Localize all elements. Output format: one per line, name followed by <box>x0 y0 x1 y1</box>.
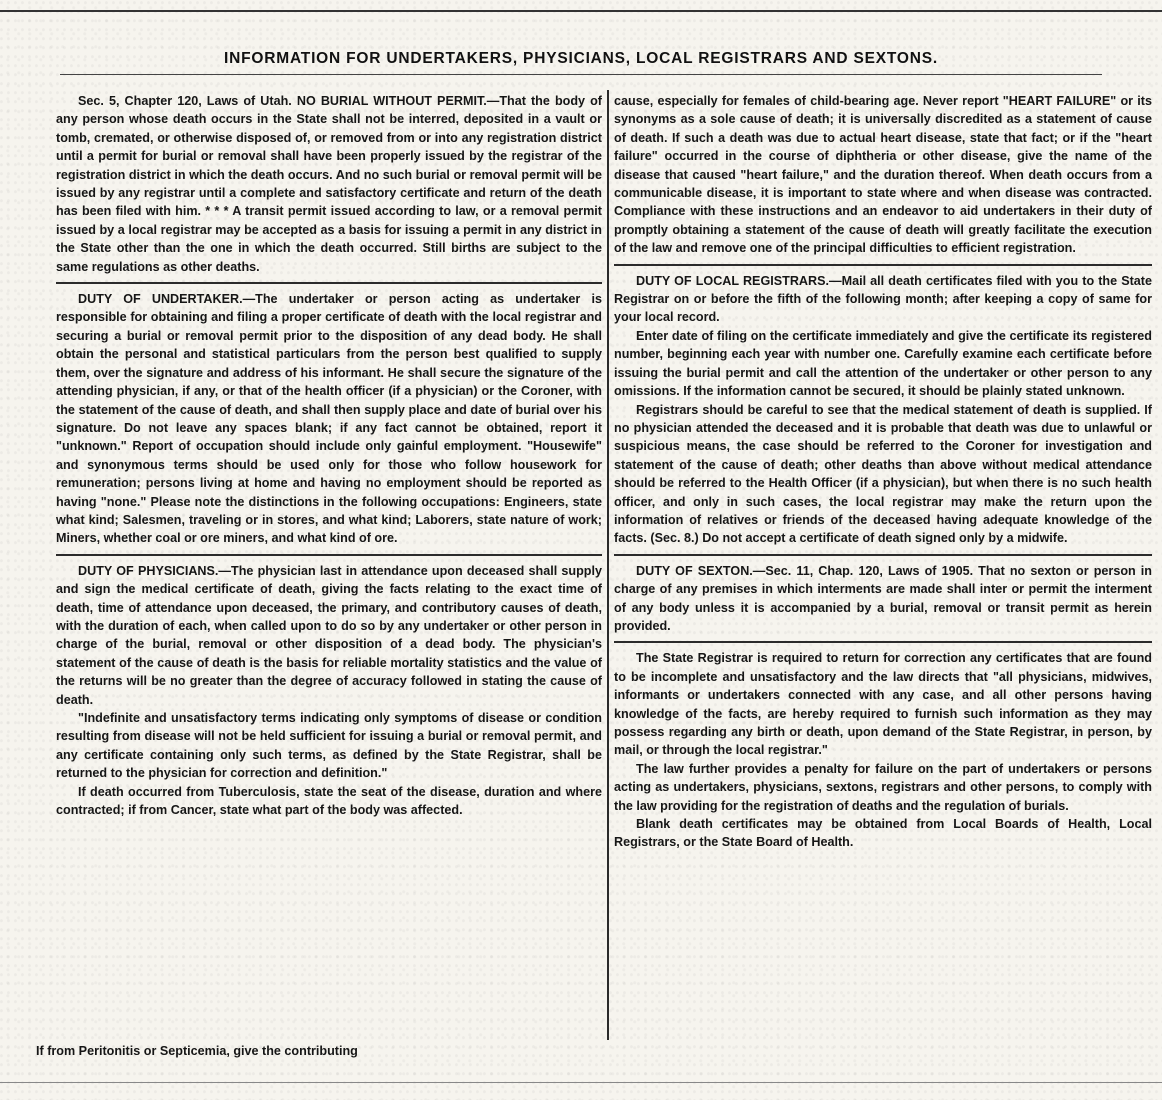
bottom-rule <box>0 1082 1162 1083</box>
indefinite-terms-paragraph: "Indefinite and unsatisfactory terms indicating only symptoms of disease or condition resulting from disease will not be held sufficient for issuing a burial or removal permit, and any certificate containing only such terms, as defined by the State Registrar, shall be returned to the physician for correction and definition." <box>56 711 602 781</box>
duty-of-sexton-paragraph: DUTY OF SEXTON.—Sec. 11, Chap. 120, Laws of 1905. That no sexton or person in charge of any premises in which interments are made shall inter or permit the interment of any body unless it is accompanied by a burial, removal or transit permit as herein provided. <box>614 563 1152 633</box>
heart-failure-paragraph: cause, especially for females of child-bearing age. Never report "HEART FAILURE" or its synonyms as a sole cause of death; it is universally discredited as a statement of cause of death. If such a death was due to actual heart disease, state that fact; or if the "heart failure" occurred in the course of diphtheria or other disease, give the name of the disease that caused "heart failure," and the duration thereof. When death occurs from a communicable disease, it is important to state where and when disease was contracted. Compliance with these instructions and an endeavor to aid undertakers in their duty of promptly obtaining a statement of the cause of death will greatly facilitate the execution of the law and remove one of the principal difficulties to efficient registration. <box>614 94 1152 256</box>
duty-of-local-registrars-paragraph: DUTY OF LOCAL REGISTRARS.—Mail all death certificates filed with you to the State Registrar on or before the fifth of the following month; after keeping a copy of same for your local record. <box>614 273 1152 325</box>
enter-date-paragraph: Enter date of filing on the certificate immediately and give the certificate its registered number, beginning each year with number one. Carefully examine each certificate before issuing the burial permit and call the attention of the undertaker or other person to any omissions. If the information cannot be secured, it should be plainly stated unknown. <box>614 328 1152 399</box>
state-registrar-paragraph: The State Registrar is required to return for correction any certificates that are found to be incomplete and unsatisfactory and the law directs that "all physicians, midwives, informants or undertakers connected with any case, and all other persons having knowledge of the facts, are hereby required to furnish such information as they may possess regarding any birth or death, upon demand of the State Registrar, in person, by mail, or through the local registrar." <box>614 651 1152 758</box>
burial-permit-paragraph: Sec. 5, Chapter 120, Laws of Utah. NO BURIAL WITHOUT PERMIT.—That the body of any person whose death occurs in the State shall not be interred, deposited in a vault or tomb, cremated, or otherwise disposed of, or removed from or into any registration district until a permit for burial or removal shall have been properly issued by the registrar of the registration district in which the death occurs. And no such burial or removal permit will be issued by any registrar until a complete and satisfactory certificate and return of the death has been filed with him. * * * A transit permit issued according to law, or a removal permit issued by a local registrar may be accepted as a basis for issuing a permit in any district in the State other than the one in which the death occurred. Still births are subject to the same regulations as other deaths. <box>56 94 602 274</box>
blank-certificates-paragraph: Blank death certificates may be obtained from Local Boards of Health, Local Registrars, or the State Board of Health. <box>614 817 1152 850</box>
right-column <box>614 92 1152 852</box>
section-divider <box>56 554 602 556</box>
duty-of-undertaker-paragraph: DUTY OF UNDERTAKER.—The undertaker or person acting as undertaker is responsible for obtaining and filing a proper certificate of death with the local registrar and securing a burial or removal permit prior to the disposition of any dead body. He shall obtain the personal and statistical particulars from the person best qualified to supply them, over the signature and address of his informant. He shall secure the signature of the attending physician, if any, or that of the health officer (if a physician) or the Coroner, with the statement of the cause of death, and shall then supply place and date of burial over his signature. Do not leave any spaces blank; if any fact cannot be obtained, report it "unknown." Report of occupation should include only gainful employment. "Housewife" and synonymous terms should be used only for those who follow housework for remuneration; persons living at home and having no employment should be reported as having "none." Please note the distinctions in the following occupations: Engineers, state what kind; Salesmen, traveling or in stores, and what kind; Laborers, state nature of work; Miners, whether coal or ore miners, and what kind of ore. <box>56 292 602 546</box>
penalty-paragraph: The law further provides a penalty for failure on the part of undertakers or persons acting as undertakers, physicians, sextons, registrars and other persons, to comply with the law providing for the registration of deaths and the regulation of burials. <box>614 761 1152 813</box>
column-divider <box>607 90 609 1040</box>
left-column <box>56 92 602 819</box>
peritonitis-line: If from Peritonitis or Septicemia, give the contributing <box>36 1044 358 1058</box>
duty-of-physicians-paragraph: DUTY OF PHYSICIANS.—The physician last in attendance upon deceased shall supply and sign the medical certificate of death, giving the facts relating to the exact time of death, time of attendance upon deceased, the primary, and contributory causes of death, with the duration of each, when called upon to do so by any undertaker or other person in charge of the burial, removal or other disposition of a dead body. The physician's statement of the cause of death is the basis for reliable mortality statistics and the value of the returns will be no greater than the degree of accuracy followed in stating the cause of death. <box>56 563 602 707</box>
section-divider <box>614 554 1152 556</box>
section-divider <box>614 641 1152 643</box>
tuberculosis-paragraph: If death occurred from Tuberculosis, state the seat of the disease, duration and where contracted; if from Cancer, state what part of the body was affected. <box>56 784 602 818</box>
registrars-careful-paragraph: Registrars should be careful to see that the medical statement of death is supplied. If no physician attended the deceased and it is probable that death was due to unlawful or suspicious means, the case should be referred to the Coroner for investigation and statement of the cause of death; other deaths than above without medical attendance should be referred to the Health Officer (if a physician), but when there is no such health officer, and only in such cases, the local registrar may make the return upon the information of relatives or friends of the deceased having adequate knowledge of the facts. (Sec. 8.) Do not accept a certificate of death signed only by a midwife. <box>614 402 1152 546</box>
page-title: INFORMATION FOR UNDERTAKERS, PHYSICIANS, LOCAL REGISTRARS AND SEXTONS. <box>224 50 938 67</box>
section-divider <box>56 282 602 284</box>
top-rule <box>0 10 1162 12</box>
title-rule <box>60 74 1102 75</box>
section-divider <box>614 264 1152 266</box>
